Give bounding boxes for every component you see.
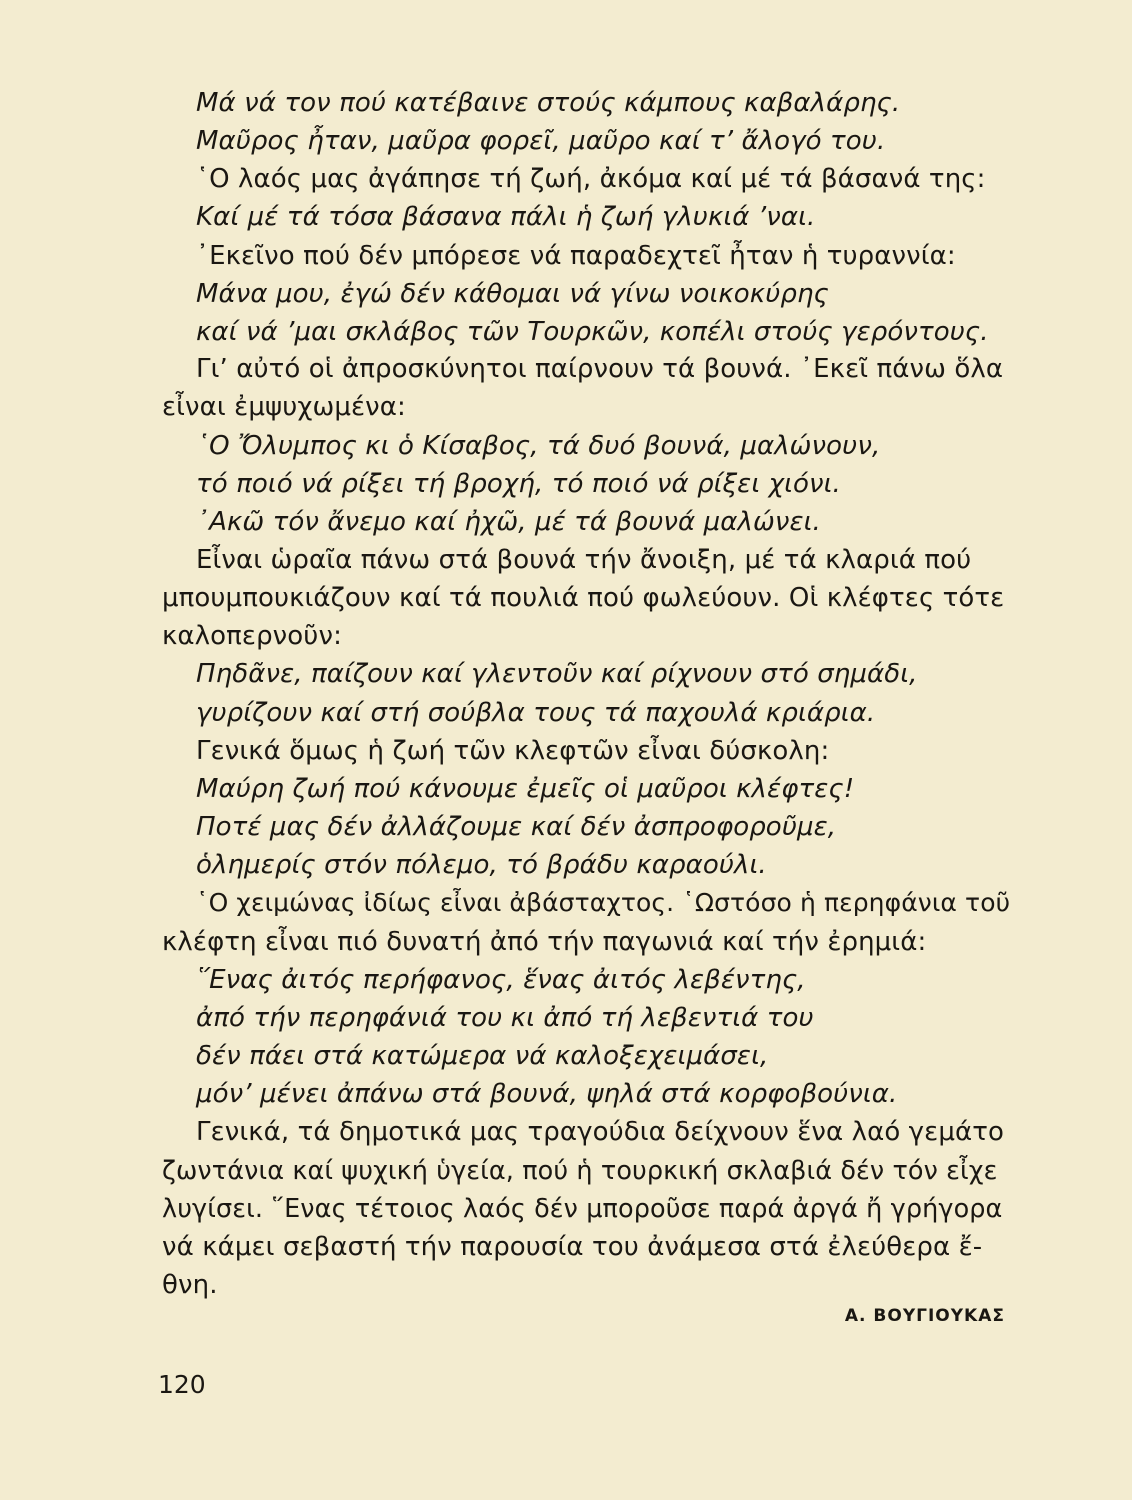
verse-line: καί νά ’μαι σκλάβος τῶν Τουρκῶν, κοπέλι στούς γερόντους. <box>196 317 989 347</box>
paragraph-line: Εἶναι ὡραῖα πάνω στά βουνά τήν ἄνοιξη, μέ τά κλαριά πού <box>196 545 972 575</box>
paragraph-line: ᾿Εκεῖνο πού δέν μπόρεσε νά παραδεχτεῖ ἦταν ἡ τυραννία: <box>196 241 956 271</box>
verse-line: γυρίζουν καί στή σούβλα τους τά παχουλά κριάρια. <box>196 698 876 728</box>
paragraph-line: θνη. <box>162 1270 218 1300</box>
paragraph-line: ῾Ο λαός μας ἀγάπησε τή ζωή, ἀκόμα καί μέ τά βάσανά της: <box>196 164 986 194</box>
verse-line: Ποτέ μας δέν ἀλλάζουμε καί δέν ἀσπροφοροῦμε, <box>196 812 837 842</box>
verse-line: Μάνα μου, ἐγώ δέν κάθομαι νά γίνω νοικοκύρης <box>196 279 829 309</box>
verse-line: ῞Ενας ἀιτός περήφανος, ἕνας ἀιτός λεβέντης, <box>196 965 806 995</box>
paragraph-line: εἶναι ἐμψυχωμένα: <box>162 392 406 422</box>
verse-line: τό ποιό νά ρίξει τή βροχή, τό ποιό νά ρίξει χιόνι. <box>196 469 841 499</box>
paragraph-line: Γενικά ὅμως ἡ ζωή τῶν κλεφτῶν εἶναι δύσκολη: <box>196 736 830 766</box>
paragraph-line: λυγίσει. ῞Ενας τέτοιος λαός δέν μποροῦσε παρά ἀργά ἤ γρήγορα <box>162 1194 1003 1224</box>
paragraph-line: νά κάμει σεβαστή τήν παρουσία του ἀνάμεσα στά ἐλεύθερα ἔ- <box>162 1232 983 1262</box>
page-number: 120 <box>158 1370 206 1399</box>
paragraph-line: Γενικά, τά δημοτικά μας τραγούδια δείχνουν ἕνα λαό γεμάτο <box>196 1117 1004 1147</box>
paragraph-line: ζωντάνια καί ψυχική ὑγεία, πού ἡ τουρκική σκλαβιά δέν τόν εἶχε <box>162 1156 998 1186</box>
verse-line: ῾Ο Ὄλυμπος κι ὁ Κίσαβος, τά δυό βουνά, μαλώνουν, <box>196 431 881 461</box>
verse-line: δέν πάει στά κατώμερα νά καλοξεχειμάσει, <box>196 1041 769 1071</box>
verse-line: ὁλημερίς στόν πόλεμο, τό βράδυ καραούλι. <box>196 850 767 880</box>
verse-line: Πηδᾶνε, παίζουν καί γλεντοῦν καί ρίχνουν στό σημάδι, <box>196 659 918 689</box>
verse-line: Καί μέ τά τόσα βάσανα πάλι ἡ ζωή γλυκιά ’ναι. <box>196 202 816 232</box>
verse-line: μόν’ μένει ἀπάνω στά βουνά, ψηλά στά κορφοβούνια. <box>196 1079 898 1109</box>
verse-line: Μαῦρος ἦταν, μαῦρα φορεῖ, μαῦρο καί τ’ ἄλογό του. <box>196 126 886 156</box>
paragraph-line: κλέφτη εἶναι πιό δυνατή ἀπό τήν παγωνιά καί τήν ἐρημιά: <box>162 927 927 957</box>
verse-line: Μά νά τον πού κατέβαινε στούς κάμπους καβαλάρης. <box>196 88 901 118</box>
verse-line: Μαύρη ζωή πού κάνουμε ἐμεῖς οἱ μαῦροι κλέφτες! <box>196 774 855 804</box>
paragraph-line: καλοπερνοῦν: <box>162 621 342 651</box>
verse-line: ᾿Ακῶ τόν ἄνεμο καί ἠχῶ, μέ τά βουνά μαλώνει. <box>196 507 821 537</box>
paragraph-line: Γι’ αὐτό οἱ ἀπροσκύνητοι παίρνουν τά βουνά. ᾿Εκεῖ πάνω ὅλα <box>196 354 1004 384</box>
paragraph-line: μπουμπουκιάζουν καί τά πουλιά πού φωλεύουν. Οἱ κλέφτες τότε <box>162 583 1005 613</box>
author-signature: Α. ΒΟΥΓΙΟΥΚΑΣ <box>844 1306 1005 1326</box>
paragraph-line: ῾Ο χειμώνας ἰδίως εἶναι ἀβάσταχτος. ῾Ωστόσο ἡ περηφάνια τοῦ <box>196 888 1011 917</box>
verse-line: ἀπό τήν περηφάνιά του κι ἀπό τή λεβεντιά του <box>196 1003 814 1033</box>
